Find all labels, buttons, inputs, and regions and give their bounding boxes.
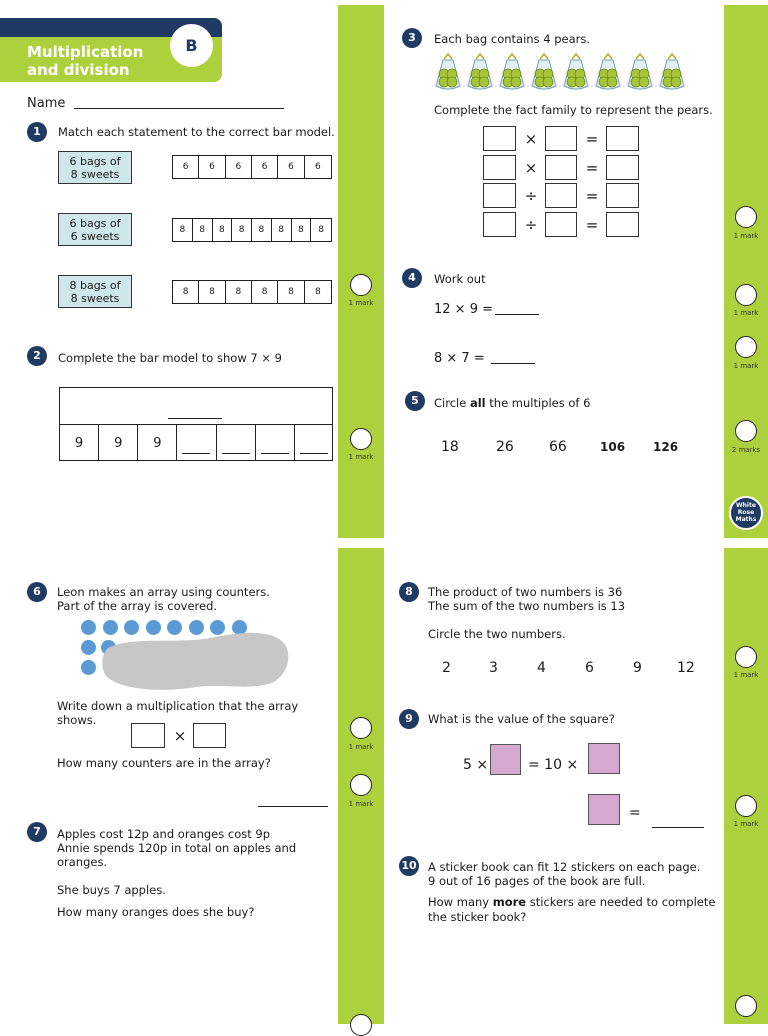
pear-bags-group	[433, 52, 693, 92]
bar-cell: 6	[226, 156, 252, 178]
bar-cell: 8	[292, 219, 312, 241]
fact-box[interactable]	[545, 155, 577, 180]
q4-item-2: 8 × 7 =	[434, 351, 485, 366]
operator: ×	[524, 159, 538, 177]
question-number-7: 7	[27, 822, 47, 842]
bar-cell-blank[interactable]	[177, 425, 216, 461]
fact-box[interactable]	[606, 126, 639, 151]
bar-cell: 8	[318, 225, 324, 235]
equals-sign: =	[585, 159, 599, 177]
bar-cell: 9	[60, 425, 99, 461]
mark-label: 1 mark	[733, 309, 759, 317]
multiple-option[interactable]: 26	[496, 439, 514, 455]
answer-line[interactable]	[258, 806, 328, 807]
q4-item-1: 12 × 9 =	[434, 302, 493, 317]
pear-bag-icon	[468, 54, 492, 89]
q2-prompt: Complete the bar model to show 7 × 9	[58, 351, 282, 365]
q7-line1: Apples cost 12p and oranges cost 9p	[57, 827, 271, 841]
bar-cell: 8	[272, 219, 292, 241]
version-badge: B	[170, 24, 213, 67]
answer-line[interactable]	[495, 314, 539, 315]
equals-sign: =	[585, 187, 599, 205]
fact-box[interactable]	[483, 212, 516, 237]
q10-line1: A sticker book can fit 12 stickers on each page.	[428, 860, 701, 874]
fact-box[interactable]	[545, 212, 577, 237]
q10-line2: 9 out of 16 pages of the book are full.	[428, 874, 646, 888]
counter-dot	[81, 660, 96, 675]
bar-cell-blank[interactable]	[256, 425, 295, 461]
q1-bar-model[interactable]	[172, 280, 332, 304]
mark-box[interactable]	[350, 428, 372, 450]
pear-bag-icon	[500, 54, 524, 89]
mark-label: 2 marks	[731, 446, 761, 454]
mark-box[interactable]	[350, 274, 372, 296]
pear-bag-icon	[564, 54, 588, 89]
pear-bag-icon	[532, 54, 556, 89]
q7-line5: How many oranges does she buy?	[57, 905, 255, 919]
number-option[interactable]: 12	[677, 660, 695, 676]
mark-label: 1 mark	[348, 743, 374, 751]
q3-instruction: Complete the fact family to represent the pears.	[434, 103, 713, 117]
number-option[interactable]: 3	[489, 660, 498, 676]
bar-cell: 9	[138, 425, 177, 461]
bar-cell-blank[interactable]	[295, 425, 332, 461]
q4-prompt: Work out	[434, 272, 486, 286]
bar-cell: 6	[314, 162, 321, 172]
question-number-2: 2	[27, 346, 47, 366]
bar-cell: 8	[173, 219, 193, 241]
operator: ÷	[524, 187, 538, 205]
q10-line4: the sticker book?	[428, 910, 527, 924]
answer-line[interactable]	[652, 827, 704, 828]
fact-box[interactable]	[545, 183, 577, 208]
equals-sign: =	[585, 216, 599, 234]
question-number-5: 5	[405, 391, 425, 411]
q6-write-line1: Write down a multiplication that the array	[57, 699, 299, 713]
bar-cell: 6	[173, 156, 199, 178]
bar-cell: 9	[99, 425, 138, 461]
times-sign: ×	[173, 727, 187, 745]
mark-box[interactable]	[350, 717, 372, 739]
q6-line1: Leon makes an array using counters.	[57, 585, 270, 599]
operator: ÷	[524, 216, 538, 234]
bar-cell: 8	[314, 287, 321, 297]
margin-bar-top-right	[724, 5, 768, 538]
mark-box[interactable]	[735, 646, 757, 668]
cover-blob	[100, 630, 292, 692]
number-option[interactable]: 6	[585, 660, 594, 676]
mark-box[interactable]	[735, 795, 757, 817]
question-number-1: 1	[27, 122, 47, 142]
q8-line3: Circle the two numbers.	[428, 627, 566, 641]
counter-dot	[81, 640, 96, 655]
bar-cell: 8	[199, 281, 225, 303]
fact-box[interactable]	[606, 155, 639, 180]
bar-cell-blank[interactable]	[217, 425, 256, 461]
equals-sign: =	[585, 130, 599, 148]
multiple-option[interactable]: 126	[653, 440, 679, 454]
counter-dot	[81, 620, 96, 635]
fact-box[interactable]	[606, 212, 639, 237]
number-option[interactable]: 9	[633, 660, 642, 676]
number-option[interactable]: 2	[442, 660, 451, 676]
mark-label: 1 mark	[348, 299, 374, 307]
question-number-10: 10	[399, 856, 419, 876]
mark-box[interactable]	[735, 420, 757, 442]
q8-line2: The sum of the two numbers is 13	[428, 599, 626, 613]
bar-cell: 8	[213, 219, 233, 241]
q6-write-line2: shows.	[57, 713, 97, 727]
q2-total-blank[interactable]	[168, 418, 222, 419]
margin-bar-bottom-right	[724, 548, 768, 1024]
bar-cell: 8	[226, 281, 252, 303]
bar-cell: 8	[193, 219, 213, 241]
header-banner	[0, 18, 222, 82]
fact-box[interactable]	[483, 126, 516, 151]
q1-statement[interactable]: 6 bags of 6 sweets	[58, 213, 132, 246]
q9-prompt: What is the value of the square?	[428, 712, 615, 726]
pear-bag-icon	[628, 54, 652, 89]
mark-label: 1 mark	[733, 362, 759, 370]
q7-line3: oranges.	[57, 855, 108, 869]
q8-line1: The product of two numbers is 36	[428, 585, 623, 599]
mark-box[interactable]	[735, 284, 757, 306]
fact-box[interactable]	[483, 155, 516, 180]
q9-equation-mid: = 10 ×	[528, 757, 579, 773]
mark-box[interactable]	[350, 774, 372, 796]
bar-cell: 8	[252, 219, 272, 241]
multiple-option[interactable]: 66	[549, 439, 567, 455]
q1-prompt: Match each statement to the correct bar model.	[58, 125, 335, 139]
bar-cell: 6	[252, 156, 278, 178]
q5-prompt: Circle all the multiples of 6	[434, 396, 591, 410]
question-number-3: 3	[402, 28, 422, 48]
mark-label: 1 mark	[733, 820, 759, 828]
bar-cell: 8	[278, 281, 304, 303]
bar-cell: 6	[199, 156, 225, 178]
q1-bar-model[interactable]	[172, 218, 332, 242]
name-field[interactable]	[74, 108, 284, 109]
page-title-line2: and division	[27, 61, 130, 79]
mark-box[interactable]	[735, 336, 757, 358]
equals-sign: =	[629, 805, 641, 821]
question-number-8: 8	[399, 582, 419, 602]
q6-line2: Part of the array is covered.	[57, 599, 218, 613]
q7-line4: She buys 7 apples.	[57, 883, 166, 897]
square-shape	[588, 794, 620, 825]
q1-statement[interactable]: 8 bags of 8 sweets	[58, 275, 132, 308]
white-rose-logo: White Rose Maths	[729, 496, 763, 530]
q10-line3: How many more stickers are needed to complete	[428, 895, 716, 909]
pear-bag-icon	[596, 54, 620, 89]
answer-line[interactable]	[491, 363, 535, 364]
fact-box[interactable]	[545, 126, 577, 151]
fact-box[interactable]	[606, 183, 639, 208]
mark-label: 1 mark	[348, 453, 374, 461]
q6-question: How many counters are in the array?	[57, 756, 271, 770]
square-shape	[588, 743, 620, 774]
mark-label: 1 mark	[733, 232, 759, 240]
q1-statement[interactable]: 6 bags of 8 sweets	[58, 151, 132, 184]
q1-bar-model[interactable]	[172, 155, 332, 179]
page-title-line1: Multiplication	[27, 43, 144, 61]
multiple-option[interactable]: 18	[441, 439, 459, 455]
pear-bag-icon	[660, 54, 684, 89]
mark-label: 1 mark	[348, 800, 374, 808]
q3-prompt: Each bag contains 4 pears.	[434, 32, 590, 46]
mark-box[interactable]	[735, 206, 757, 228]
answer-box[interactable]	[131, 723, 165, 748]
mark-label: 1 mark	[733, 671, 759, 679]
answer-box[interactable]	[193, 723, 226, 748]
bar-cell: 6	[278, 156, 304, 178]
operator: ×	[524, 130, 538, 148]
mark-box[interactable]	[350, 1014, 372, 1036]
bar-cell: 8	[252, 281, 278, 303]
pear-bag-icon	[436, 54, 460, 89]
multiple-option[interactable]: 106	[600, 440, 626, 454]
bar-cell: 8	[173, 281, 199, 303]
bar-cell: 8	[232, 219, 252, 241]
question-number-6: 6	[27, 582, 47, 602]
q9-equation-left: 5 ×	[463, 757, 489, 773]
name-label: Name	[27, 96, 66, 111]
q7-line2: Annie spends 120p in total on apples and	[57, 841, 297, 855]
number-option[interactable]: 4	[537, 660, 546, 676]
square-shape	[490, 744, 521, 775]
question-number-9: 9	[399, 709, 419, 729]
question-number-4: 4	[402, 268, 422, 288]
fact-box[interactable]	[483, 183, 516, 208]
mark-box[interactable]	[735, 995, 757, 1017]
q2-bar-model[interactable]	[59, 387, 333, 461]
